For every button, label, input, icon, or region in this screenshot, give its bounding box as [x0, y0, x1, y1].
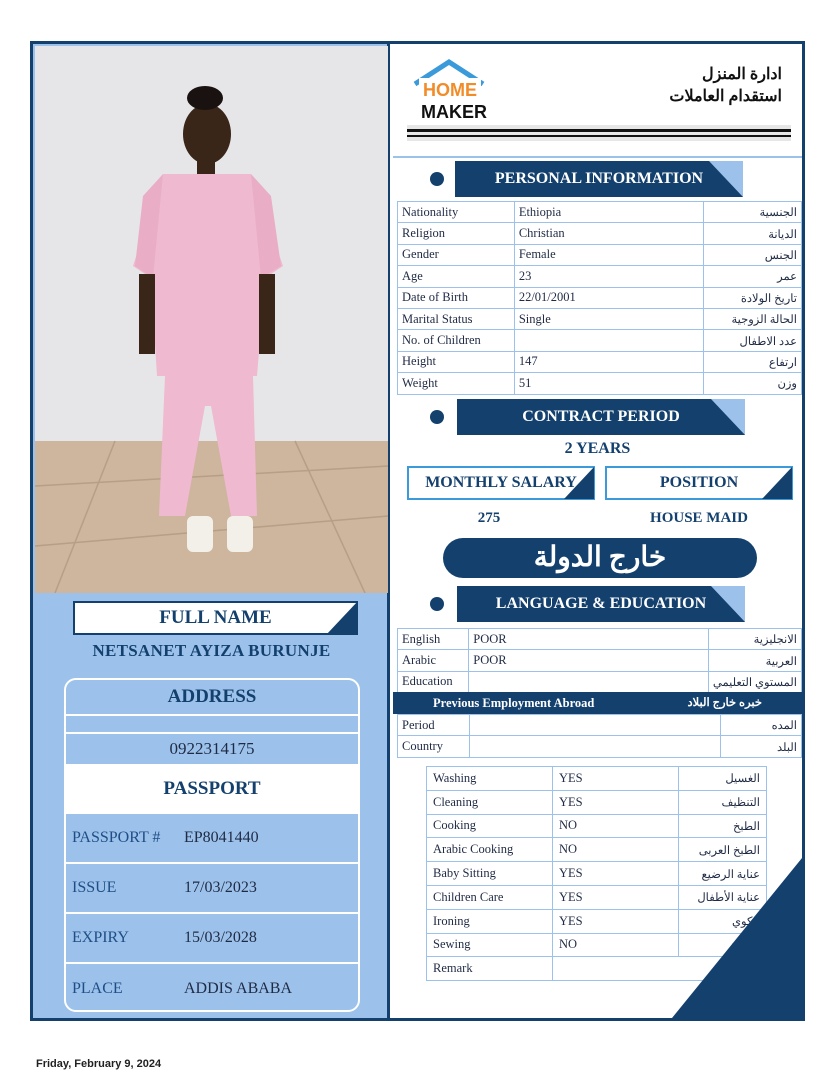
prev-label-ar: المده	[721, 715, 802, 736]
skill-label-ar: الغسيل	[679, 767, 767, 791]
table-row	[398, 715, 802, 736]
arabic-header-line2: استقدام العاملات	[669, 88, 782, 105]
contract-period-value: 2 YEARS	[564, 440, 631, 457]
info-label: Gender	[398, 244, 515, 265]
lang-label: English	[398, 629, 469, 650]
skill-label-ar: خياطة	[679, 933, 767, 957]
corner-decoration	[672, 858, 802, 1018]
passport-row-label: PLACE	[72, 980, 123, 997]
skill-label-ar: عناية الأطفال	[679, 885, 767, 909]
table-row	[398, 650, 802, 671]
address-passport-card	[64, 678, 360, 1012]
passport-row-value: 15/03/2028	[184, 929, 257, 946]
prev-label-ar: البلد	[721, 736, 802, 757]
info-label: Date of Birth	[398, 287, 515, 308]
info-label-ar: الجنسية	[704, 202, 802, 223]
passport-row-label: PASSPORT #	[72, 829, 161, 846]
info-label-ar: وزن	[704, 373, 802, 394]
table-row	[398, 373, 802, 394]
address-value: 0922314175	[169, 739, 255, 758]
table-row	[398, 202, 802, 223]
monthly-salary-label: MONTHLY SALARY	[407, 466, 595, 500]
skill-label: Cleaning	[427, 790, 553, 814]
full-name-value: NETSANET AYIZA BURUNJE	[92, 641, 331, 660]
previous-employment-table	[397, 714, 802, 758]
previous-employment-title-ar: خبره خارج البلاد	[687, 697, 762, 709]
right-panel	[393, 44, 802, 1018]
passport-row-value: EP8041440	[184, 829, 259, 846]
skill-label-ar: التنظيف	[679, 790, 767, 814]
info-label-ar: عمر	[704, 266, 802, 287]
passport-row-value: 17/03/2023	[184, 879, 257, 896]
info-value: Ethiopia	[514, 202, 703, 223]
info-label: Age	[398, 266, 515, 287]
section-bullet-icon	[430, 410, 444, 424]
info-label-ar: تاريخ الولادة	[704, 287, 802, 308]
table-row	[398, 330, 802, 351]
table-row	[398, 736, 802, 757]
info-label: Height	[398, 351, 515, 372]
info-value: 147	[514, 351, 703, 372]
position-label: POSITION	[605, 466, 793, 500]
skill-label: Cooking	[427, 814, 553, 838]
position-value: HOUSE MAID	[650, 510, 748, 526]
skill-label: Washing	[427, 767, 553, 791]
table-row	[398, 308, 802, 329]
table-row	[398, 287, 802, 308]
info-value: 23	[514, 266, 703, 287]
skill-value: YES	[553, 862, 679, 886]
info-label: No. of Children	[398, 330, 515, 351]
table-row	[427, 814, 767, 838]
header-divider	[407, 125, 791, 141]
footer-date: Friday, February 9, 2024	[36, 1058, 162, 1070]
lang-label: Arabic	[398, 650, 469, 671]
cv-frame	[30, 41, 805, 1021]
skill-label: Children Care	[427, 885, 553, 909]
passport-row-label: ISSUE	[72, 879, 117, 896]
prev-label: Period	[398, 715, 470, 736]
lang-label-ar: المستوي التعليمي	[708, 671, 801, 692]
lang-value: POOR	[469, 650, 709, 671]
section-bullet-icon	[430, 172, 444, 186]
info-label-ar: الديانة	[704, 223, 802, 244]
info-label-ar: ارتفاع	[704, 351, 802, 372]
info-value: 22/01/2001	[514, 287, 703, 308]
left-panel	[33, 44, 390, 1018]
previous-employment-title: Previous Employment Abroad	[433, 696, 595, 710]
section-bullet-icon	[430, 597, 444, 611]
skill-value: NO	[553, 838, 679, 862]
table-row	[398, 266, 802, 287]
info-value: Christian	[514, 223, 703, 244]
prev-value	[469, 715, 720, 736]
skill-label-ar: الكوي	[679, 909, 767, 933]
prev-label: Country	[398, 736, 470, 757]
info-value: Single	[514, 308, 703, 329]
table-row	[398, 351, 802, 372]
table-row	[427, 790, 767, 814]
skill-label-ar: الطبخ العربى	[679, 838, 767, 862]
home-maker-logo	[409, 56, 489, 122]
passport-row	[66, 864, 358, 914]
destination-banner: خارج الدولة	[443, 538, 757, 578]
info-label-ar: عدد الاطفال	[704, 330, 802, 351]
full-name-label: FULL NAME	[73, 601, 358, 635]
remark-label: Remark	[427, 957, 553, 981]
personal-info-header: PERSONAL INFORMATION	[455, 161, 743, 197]
previous-employment-header	[393, 692, 802, 714]
lang-label-ar: الانجليزية	[708, 629, 801, 650]
arabic-header-line1: ادارة المنزل	[702, 66, 782, 83]
skill-value: NO	[553, 814, 679, 838]
skill-value: YES	[553, 767, 679, 791]
lang-label: Education	[398, 671, 469, 692]
passport-row-value: ADDIS ABABA	[184, 980, 293, 997]
address-label: ADDRESS	[167, 686, 257, 707]
info-label: Weight	[398, 373, 515, 394]
skill-label-ar: الطبخ	[679, 814, 767, 838]
info-value: 51	[514, 373, 703, 394]
table-row	[398, 629, 802, 650]
info-label: Religion	[398, 223, 515, 244]
info-label-ar: الجنس	[704, 244, 802, 265]
prev-value	[469, 736, 720, 757]
lang-value: POOR	[469, 629, 709, 650]
skill-label: Baby Sitting	[427, 862, 553, 886]
info-label-ar: الحالة الزوجية	[704, 308, 802, 329]
skill-value: YES	[553, 885, 679, 909]
info-label: Nationality	[398, 202, 515, 223]
language-education-header: LANGUAGE & EDUCATION	[457, 586, 745, 622]
skill-label: Arabic Cooking	[427, 838, 553, 862]
personal-info-table	[397, 201, 802, 395]
candidate-photo	[35, 46, 388, 593]
passport-row-label: EXPIRY	[72, 929, 129, 946]
skill-label: Sewing	[427, 933, 553, 957]
skill-value: NO	[553, 933, 679, 957]
address-line-blank	[66, 714, 358, 734]
table-row	[398, 244, 802, 265]
logo-bottom-text: MAKER	[421, 102, 487, 122]
passport-row	[66, 814, 358, 864]
language-table	[397, 628, 802, 693]
lang-value	[469, 671, 709, 692]
skill-value: YES	[553, 790, 679, 814]
info-label: Marital Status	[398, 308, 515, 329]
table-row	[398, 671, 802, 692]
info-value	[514, 330, 703, 351]
salary-value: 275	[477, 510, 501, 526]
skill-label: Ironing	[427, 909, 553, 933]
arabic-header	[669, 64, 782, 108]
table-row	[427, 767, 767, 791]
skill-label-ar: عناية الرضيع	[679, 862, 767, 886]
passport-label: PASSPORT	[66, 764, 358, 814]
passport-row	[66, 964, 358, 1012]
lang-label-ar: العربية	[708, 650, 801, 671]
logo-top-text: HOME	[423, 80, 477, 100]
table-row	[398, 223, 802, 244]
passport-row	[66, 914, 358, 964]
divider	[393, 156, 802, 158]
skill-value: YES	[553, 909, 679, 933]
contract-period-header: CONTRACT PERIOD	[457, 399, 745, 435]
info-value: Female	[514, 244, 703, 265]
